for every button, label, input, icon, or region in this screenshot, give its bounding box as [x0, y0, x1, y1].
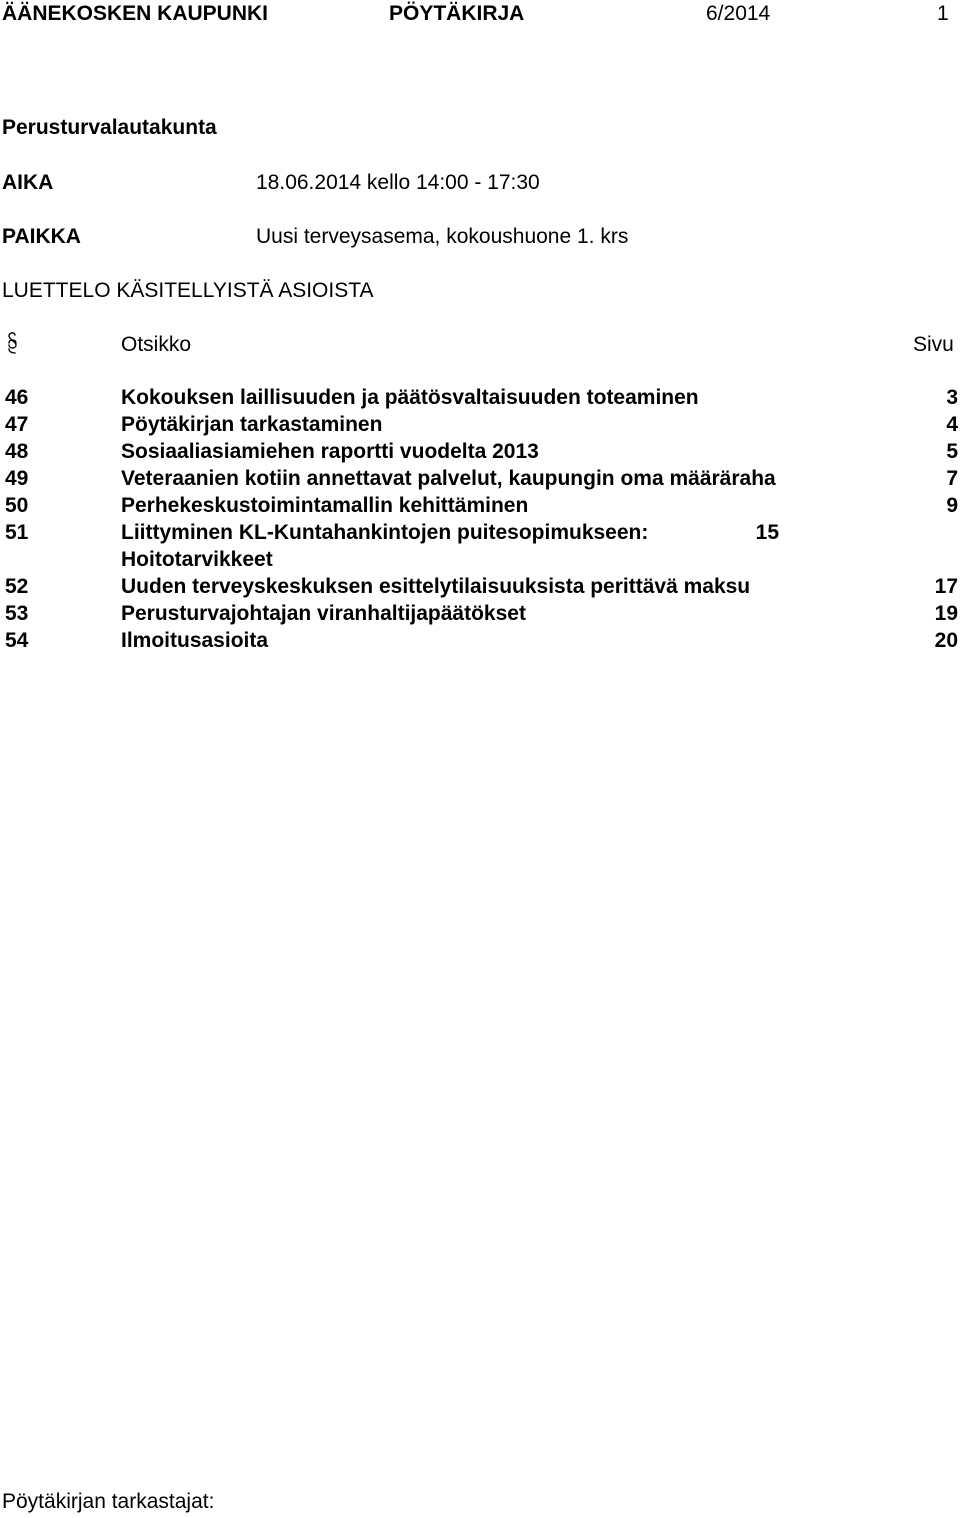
item-title: Sosiaaliasiamiehen raportti vuodelta 2013	[121, 440, 539, 463]
list-item	[0, 384, 960, 411]
list-item	[0, 438, 960, 465]
item-page: 17	[934, 575, 958, 598]
item-number: 47	[5, 413, 29, 436]
item-title: Ilmoitusasioita	[121, 629, 269, 652]
list-title: LUETTELO KÄSITELLYISTÄ ASIOISTA	[2, 279, 374, 302]
item-number: 46	[5, 386, 29, 409]
time-value: 18.06.2014 kello 14:00 - 17:30	[256, 171, 540, 194]
list-item	[0, 519, 960, 573]
reviewers-label: Pöytäkirjan tarkastajat:	[2, 1490, 215, 1513]
item-page: 15	[755, 521, 779, 544]
document-type: PÖYTÄKIRJA	[389, 2, 525, 25]
place-value: Uusi terveysasema, kokoushuone 1. krs	[256, 225, 629, 248]
place-label: PAIKKA	[2, 225, 81, 248]
item-number: 49	[5, 467, 29, 490]
list-item	[0, 492, 960, 519]
column-header-title: Otsikko	[121, 333, 192, 356]
item-page: 5	[946, 440, 958, 463]
body-name: Perusturvalautakunta	[2, 116, 217, 139]
list-item	[0, 411, 960, 438]
item-number: 51	[5, 521, 29, 544]
item-title: Perusturvajohtajan viranhaltijapäätökset	[121, 602, 526, 625]
item-number: 50	[5, 494, 29, 517]
section-sign-icon	[6, 330, 18, 358]
organization-name: ÄÄNEKOSKEN KAUPUNKI	[2, 2, 269, 25]
column-header-page: Sivu	[913, 333, 954, 356]
item-page: 20	[934, 629, 958, 652]
item-number: 53	[5, 602, 29, 625]
list-item	[0, 465, 960, 492]
item-title: Pöytäkirjan tarkastaminen	[121, 413, 383, 436]
item-page: 19	[934, 602, 958, 625]
list-item	[0, 627, 960, 654]
list-item	[0, 600, 960, 627]
list-item	[0, 573, 960, 600]
item-number: 52	[5, 575, 29, 598]
item-page: 3	[946, 386, 958, 409]
item-number: 54	[5, 629, 29, 652]
time-label: AIKA	[2, 171, 54, 194]
item-page: 9	[946, 494, 958, 517]
toc-list	[0, 384, 960, 654]
item-page: 7	[946, 467, 958, 490]
document-number: 6/2014	[706, 2, 771, 25]
item-title: Veteraanien kotiin annettavat palvelut, kaupungin oma määräraha	[121, 467, 776, 490]
item-title: Kokouksen laillisuuden ja päätösvaltaisuuden toteaminen	[121, 386, 699, 409]
page-number: 1	[937, 2, 949, 25]
item-title: Liittyminen KL-Kuntahankintojen puitesopimukseen: Hoitotarvikkeet	[121, 521, 649, 571]
item-number: 48	[5, 440, 29, 463]
item-page: 4	[946, 413, 958, 436]
item-title: Uuden terveyskeskuksen esittelytilaisuuksista perittävä maksu	[121, 575, 751, 598]
item-title: Perhekeskustoimintamallin kehittäminen	[121, 494, 529, 517]
